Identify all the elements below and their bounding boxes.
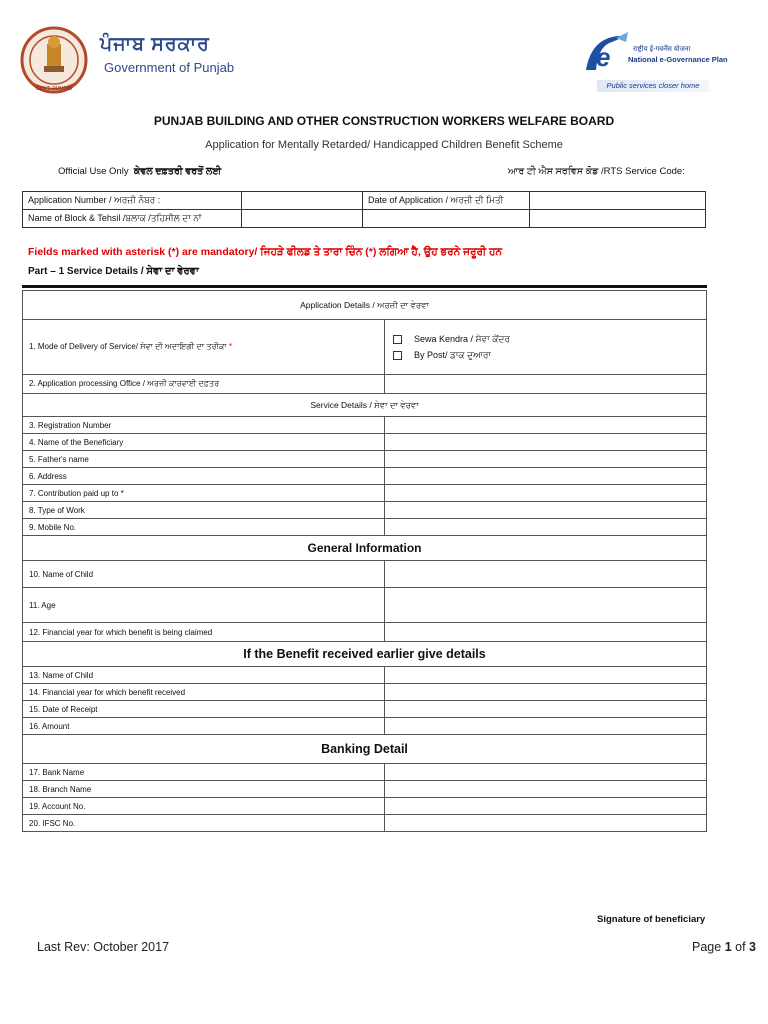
- form-row-label: 8. Type of Work: [23, 502, 385, 519]
- address-field[interactable]: [385, 468, 707, 485]
- egov-tagline: Public services closer home: [597, 80, 709, 92]
- office-info-table: [22, 191, 706, 228]
- delivery-option-by-post[interactable]: [393, 350, 700, 361]
- application-number-field[interactable]: [242, 192, 363, 210]
- mobile-field[interactable]: [385, 519, 707, 536]
- form-row-label: 6. Address: [23, 468, 385, 485]
- page-current: 1: [724, 940, 732, 954]
- block-tehsil-extra-field[interactable]: [363, 210, 530, 228]
- earlier-child-name-field[interactable]: [385, 667, 707, 684]
- required-asterisk: *: [228, 342, 232, 351]
- block-tehsil-extra-field-2[interactable]: [530, 210, 706, 228]
- scheme-title: Application for Mentally Retarded/ Handicapped Children Benefit Scheme: [205, 139, 563, 151]
- application-details-heading: Application Details / ਅਰਜ਼ੀ ਦਾ ਵੇਰਵਾ: [23, 291, 707, 320]
- page-of: of: [735, 940, 746, 954]
- processing-office-label: 2. Application processing Office / ਅਰਜ਼ੀ ਕਾਰਵਾਈ ਦਫ਼ਤਰ: [23, 375, 385, 394]
- egov-english-label: National e-Governance Plan: [628, 55, 728, 64]
- application-number-label: Application Number / ਅਰਜ਼ੀ ਨੰਬਰ :: [23, 192, 242, 210]
- page-word: Page: [692, 940, 722, 954]
- punjab-emblem-icon: [20, 22, 88, 100]
- form-row-label: 10. Name of Child: [23, 561, 385, 588]
- svg-text:e: e: [596, 42, 611, 72]
- form-row-label: 12. Financial year for which benefit is being claimed: [23, 623, 385, 642]
- last-revision: Last Rev: October 2017: [37, 940, 170, 954]
- branch-name-field[interactable]: [385, 781, 707, 798]
- board-title: PUNJAB BUILDING AND OTHER CONSTRUCTION WORKERS WELFARE BOARD: [153, 114, 615, 128]
- general-information-heading: General Information: [23, 536, 707, 561]
- beneficiary-name-field[interactable]: [385, 434, 707, 451]
- form-row-label: 16. Amount: [23, 718, 385, 735]
- bank-name-field[interactable]: [385, 764, 707, 781]
- service-form-table: [22, 290, 707, 832]
- mode-of-delivery-text: 1. Mode of Delivery of Service/ ਸੇਵਾ ਦੀ ਅਦਾਇਗੀ ਦਾ ਤਰੀਕਾ: [29, 342, 227, 351]
- delivery-option-sewa-kendra[interactable]: [393, 334, 700, 345]
- date-of-receipt-field[interactable]: [385, 701, 707, 718]
- form-row-label: 20. IFSC No.: [23, 815, 385, 832]
- form-row-label: 3. Registration Number: [23, 417, 385, 434]
- amount-field[interactable]: [385, 718, 707, 735]
- form-row-label: 9. Mobile No.: [23, 519, 385, 536]
- form-row-label: 17. Bank Name: [23, 764, 385, 781]
- block-tehsil-label: Name of Block & Tehsil /ਬਲਾਕ /ਤਹਿਸੀਲ ਦਾ ਨਾਂ: [23, 210, 242, 228]
- earlier-financial-year-field[interactable]: [385, 684, 707, 701]
- form-row-label: 7. Contribution paid up to *: [23, 485, 385, 502]
- child-name-field[interactable]: [385, 561, 707, 588]
- mandatory-note: Fields marked with asterisk (*) are mandatory/ ਜਿਹੜੇ ਫੀਲਡ ਤੇ ਤਾਰਾ ਚਿੰਨ (*) ਲਗਿਆ ਹੈ, ਉਹ ਭਰਨੇ ਜਰੂਰੀ ਹਨ: [28, 246, 503, 258]
- rts-service-code-label: ਆਰ ਟੀ ਐਸ ਸਰਵਿਸ ਕੋਡ /RTS Service Code:: [508, 166, 685, 177]
- type-of-work-field[interactable]: [385, 502, 707, 519]
- financial-year-field[interactable]: [385, 623, 707, 642]
- signature-label: Signature of beneficiary: [597, 914, 706, 925]
- banking-detail-heading: Banking Detail: [23, 735, 707, 764]
- section-divider: [22, 285, 707, 288]
- egov-hindi-label: राष्ट्रीय ई-गवर्नेंस योजना: [633, 46, 691, 53]
- processing-office-field[interactable]: [385, 375, 707, 394]
- form-row-label: 11. Age: [23, 588, 385, 623]
- ifsc-field[interactable]: [385, 815, 707, 832]
- mode-of-delivery-label: [23, 320, 385, 375]
- form-row-label: 5. Father's name: [23, 451, 385, 468]
- official-use-english: Official Use Only: [58, 166, 129, 177]
- page-number: [692, 940, 756, 954]
- form-row-label: 15. Date of Receipt: [23, 701, 385, 718]
- contribution-field[interactable]: [385, 485, 707, 502]
- form-row-label: 18. Branch Name: [23, 781, 385, 798]
- date-of-application-label: Date of Application / ਅਰਜ਼ੀ ਦੀ ਮਿਤੀ: [363, 192, 530, 210]
- part1-title: Part – 1 Service Details / ਸੇਵਾ ਦਾ ਵੇਰਵਾ: [28, 266, 199, 277]
- state-title-english: Government of Punjab: [104, 60, 235, 75]
- block-tehsil-field[interactable]: [242, 210, 363, 228]
- page-total: 3: [749, 940, 756, 954]
- checkbox-icon[interactable]: [393, 335, 402, 344]
- form-row-label: 14. Financial year for which benefit received: [23, 684, 385, 701]
- father-name-field[interactable]: [385, 451, 707, 468]
- state-title-punjabi: ਪੰਜਾਬ ਸਰਕਾਰ: [100, 34, 210, 55]
- date-of-application-field[interactable]: [530, 192, 706, 210]
- age-field[interactable]: [385, 588, 707, 623]
- official-use-punjabi: ਕੇਵਲ ਦਫ਼ਤਰੀ ਵਰਤੋਂ ਲਈ: [133, 166, 222, 177]
- service-details-heading: Service Details / ਸੇਵਾ ਦਾ ਵੇਰਵਾ: [23, 394, 707, 417]
- official-use-label: [58, 166, 221, 177]
- form-row-label: 4. Name of the Beneficiary: [23, 434, 385, 451]
- checkbox-icon[interactable]: [393, 351, 402, 360]
- delivery-option-label: By Post/ ਡਾਕ ਦੁਆਰਾ: [414, 349, 491, 360]
- earlier-benefit-heading: If the Benefit received earlier give details: [23, 642, 707, 667]
- form-row-label: 19. Account No.: [23, 798, 385, 815]
- registration-number-field[interactable]: [385, 417, 707, 434]
- svg-text:GOVT. PUNJAB: GOVT. PUNJAB: [35, 86, 73, 92]
- form-row-label: 13. Name of Child: [23, 667, 385, 684]
- delivery-options: [385, 320, 707, 375]
- delivery-option-label: Sewa Kendra / ਸੇਵਾ ਕੇਂਦਰ: [414, 333, 510, 344]
- account-number-field[interactable]: [385, 798, 707, 815]
